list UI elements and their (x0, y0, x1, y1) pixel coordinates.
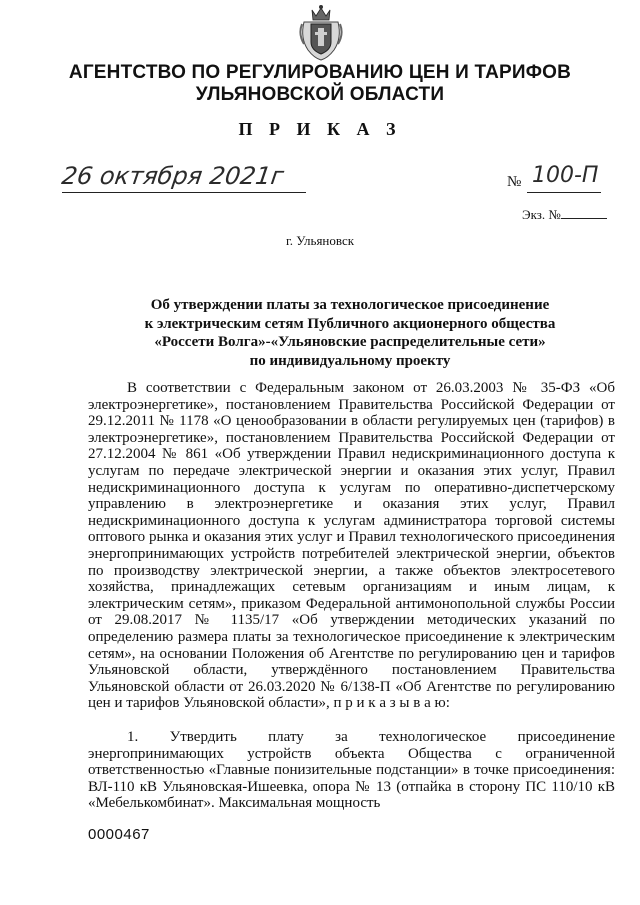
copy-number-blank (561, 218, 607, 219)
document-type-heading: П Р И К А З (238, 119, 402, 139)
city-line: г. Ульяновск (285, 233, 355, 248)
agency-name-line1: АГЕНТСТВО ПО РЕГУЛИРОВАНИЮ ЦЕН И ТАРИФОВ (68, 62, 572, 83)
subject-line1: Об утверждении платы за технологическое присоединение (150, 297, 550, 313)
subject-line3: «Россети Волга»-«Ульяновские распределительные сети» (154, 334, 546, 350)
copy-number-field (522, 207, 607, 223)
clause-1-paragraph: 1. Утвердить плату за технологическое присоединение энергопринимающих устройств объекта Общества с ограниченной ответственностью «Главные понизительные подстанции» в точке присоединения: ВЛ-110 кВ Ульяновская-Ишеевка, опора № 13 (отпайка в сторону ПС 110/10 кВ «Мебелькомбинат». Максимальная мощность (88, 729, 615, 812)
document-serial-code: 0000467 (88, 826, 150, 843)
order-date-handwritten: 26 октября 2021г (60, 162, 286, 190)
subject-line2: к электрическим сетям Публичного акционерного общества (144, 315, 556, 332)
order-number-handwritten: 100-П (532, 163, 599, 188)
copy-number-label: Экз. № (522, 207, 561, 222)
agency-name-line2: УЛЬЯНОВСКОЙ ОБЛАСТИ (195, 84, 445, 105)
date-underline (62, 192, 306, 193)
subject-line4: по индивидуальному проекту (249, 352, 451, 369)
number-underline (527, 192, 601, 193)
order-subject (0, 296, 640, 370)
coat-of-arms-emblem (298, 4, 344, 62)
order-number-label: № (507, 174, 522, 190)
preamble-paragraph: В соответствии с Федеральным законом от 26.03.2003 № 35-ФЗ «Об электроэнергетике», постановлением Правительства Российской Федерации от 29.12.2011 № 1178 «О ценообразовании в области регулируемых цен (тарифов) в электроэнергетике», постановлением Правительства Российской Федерации от 27.12.2004 № 861 «Об утверждении Правил недискриминационного доступа к услугам по передаче электрической энергии и оказания этих услуг, Правил недискриминационного доступа к услугам по оперативно-диспетчерскому управлению в электроэнергетике и оказания этих услуг, Правил недискриминационного доступа к услугам администратора торговой системы оптового рынка и оказания этих услуг и Правил технологического присоединения энергопринимающих устройств потребителей электрической энергии, объектов по производству электрической энергии, а также объектов электросетевого хозяйства, принадлежащих сетевым организациям и иным лицам, к электрическим сетям», приказом Федеральной антимонопольной службы России от 29.08.2017 № 1135/17 «Об утверждении методических указаний по определению размера платы за технологическое присоединение к электрическим сетям», на основании Положения об Агентстве по регулированию цен и тарифов Ульяновской области, утверждённого постановлением Правительства Ульяновской области от 26.03.2020 № 6/138-П «Об Агентстве по регулированию цен и тарифов Ульяновской области», п р и к а з ы в а ю: (88, 380, 615, 712)
